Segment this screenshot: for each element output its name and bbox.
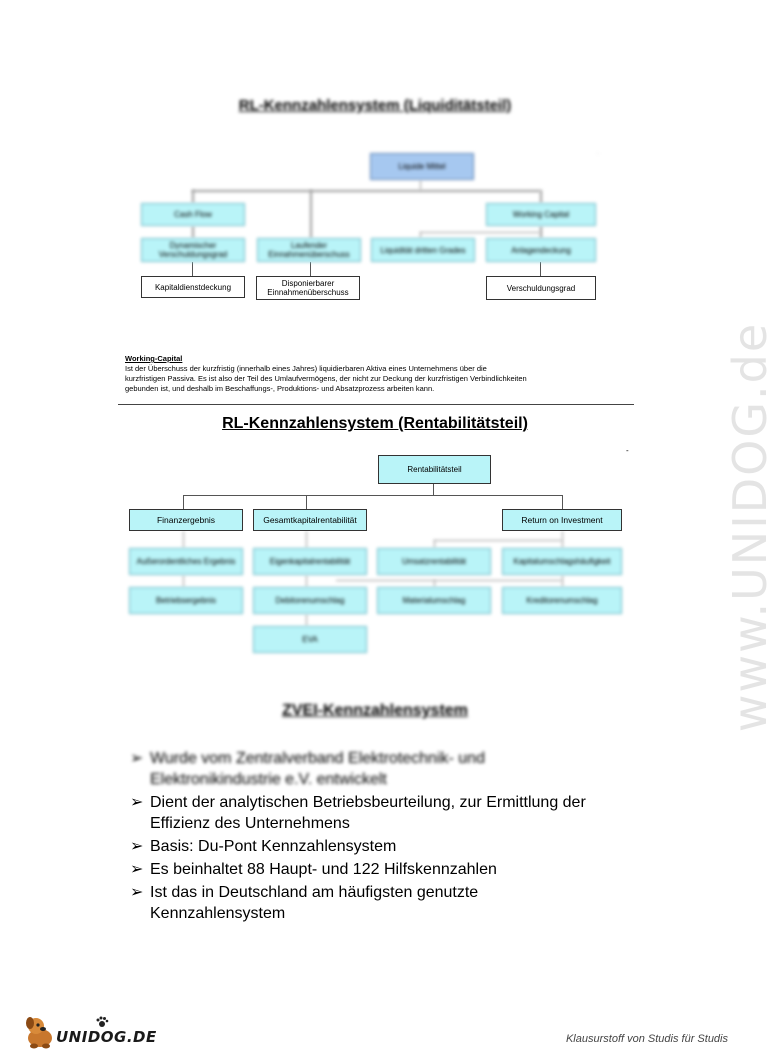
node-liquiditaet: Liquidität dritten Grades xyxy=(371,238,475,262)
node-laufender-einnahmenueberschuss: Laufender Einnahmenüberschuss xyxy=(257,238,361,262)
bullet-item: ➢ Basis: Du-Pont Kennzahlensystem xyxy=(130,838,397,855)
node-betriebsergebnis: Betriebsergebnis xyxy=(129,587,243,614)
watermark: www.UNIDOG.de xyxy=(723,321,777,733)
node-rentabilitaetsteil: Rentabilitätsteil xyxy=(378,455,491,484)
section2-title: RL-Kennzahlensystem (Rentabilitätsteil) xyxy=(222,415,528,432)
node-eva: EVA xyxy=(253,626,367,653)
bullet-arrow-icon: ➢ xyxy=(130,794,144,811)
bullet-item: ➢ Wurde vom Zentralverband Elektrotechnik- und Elektronikindustrie e.V. entwickelt xyxy=(130,750,485,788)
node-dynamischer-verschuldungsgrad: Dynamischer Verschuldungsgrad xyxy=(141,238,245,262)
unidog-logo xyxy=(22,1014,162,1050)
node-ausserordentliches-ergebnis: Außerordentliches Ergebnis xyxy=(129,548,243,575)
node-anlagendeckung: Anlagendeckung xyxy=(486,238,596,262)
node-cash-flow: Cash Flow xyxy=(141,203,245,226)
section3-title: ZVEI-Kennzahlensystem xyxy=(282,702,468,719)
bullet-arrow-icon: ➢ xyxy=(130,884,144,901)
node-eigenkapitalrentabilitaet: Eigenkapitalrentabilität xyxy=(253,548,367,575)
divider xyxy=(118,404,634,405)
bullet-item: ➢ Ist das in Deutschland am häufigsten genutzte Kennzahlensystem xyxy=(130,884,479,922)
node-kapitalumschlag: Kapitalumschlagshäufigkeit xyxy=(502,548,622,575)
node-umsatzrentabilitaet: Umsatzrentabilität xyxy=(377,548,491,575)
paw-icon xyxy=(96,1016,108,1028)
working-capital-definition: Working-Capital Ist der Überschuss der kurzfristig (innerhalb eines Jahres) liquidierbaren Aktiva eines Unternehmens über die kurzfristigen Passiva. Es ist also der Teil des Umlaufvermögens, der nicht zur Deckung der kurzfristigen Verbindlichkeiten gebunden ist, und deshalb im Beschaffungs-, Produktions- und Absatzprozess arbeiten kann. xyxy=(125,354,645,394)
node-disponierbarer-einnahmenueberschuss: Disponierbarer Einnahmenüberschuss xyxy=(256,276,360,300)
definition-heading: Working-Capital xyxy=(125,354,183,363)
node-working-capital: Working Capital xyxy=(486,203,596,226)
node-gesamtkapitalrentabilitaet: Gesamtkapitalrentabilität xyxy=(253,509,367,531)
bullet-item: ➢ Es beinhaltet 88 Haupt- und 122 Hilfskennzahlen xyxy=(130,861,497,878)
node-verschuldungsgrad: Verschuldungsgrad xyxy=(486,276,596,300)
node-debitorenumschlag: Debitorenumschlag xyxy=(253,587,367,614)
bullet-item: ➢ Dient der analytischen Betriebsbeurteilung, zur Ermittlung der Effizienz des Unternehmens xyxy=(130,794,586,832)
logo-text: UNIDOG.DE xyxy=(56,1028,157,1046)
node-return-on-investment: Return on Investment xyxy=(502,509,622,531)
node-liquide-mittel: Liquide Mittel xyxy=(370,153,474,180)
node-finanzergebnis: Finanzergebnis xyxy=(129,509,243,531)
footer-tagline: Klausurstoff von Studis für Studis xyxy=(565,1033,728,1045)
section1-title: RL-Kennzahlensystem (Liquiditätsteil) xyxy=(238,97,512,114)
node-kreditorenumschlag: Kreditorenumschlag xyxy=(502,587,622,614)
bullet-arrow-icon: ➢ xyxy=(130,750,144,767)
node-kapitaldienstdeckung: Kapitaldienstdeckung xyxy=(141,276,245,298)
node-materialumschlag: Materialumschlag xyxy=(377,587,491,614)
bullet-arrow-icon: ➢ xyxy=(130,838,144,855)
bullet-arrow-icon: ➢ xyxy=(130,861,144,878)
zvei-bullet-list xyxy=(130,748,640,926)
